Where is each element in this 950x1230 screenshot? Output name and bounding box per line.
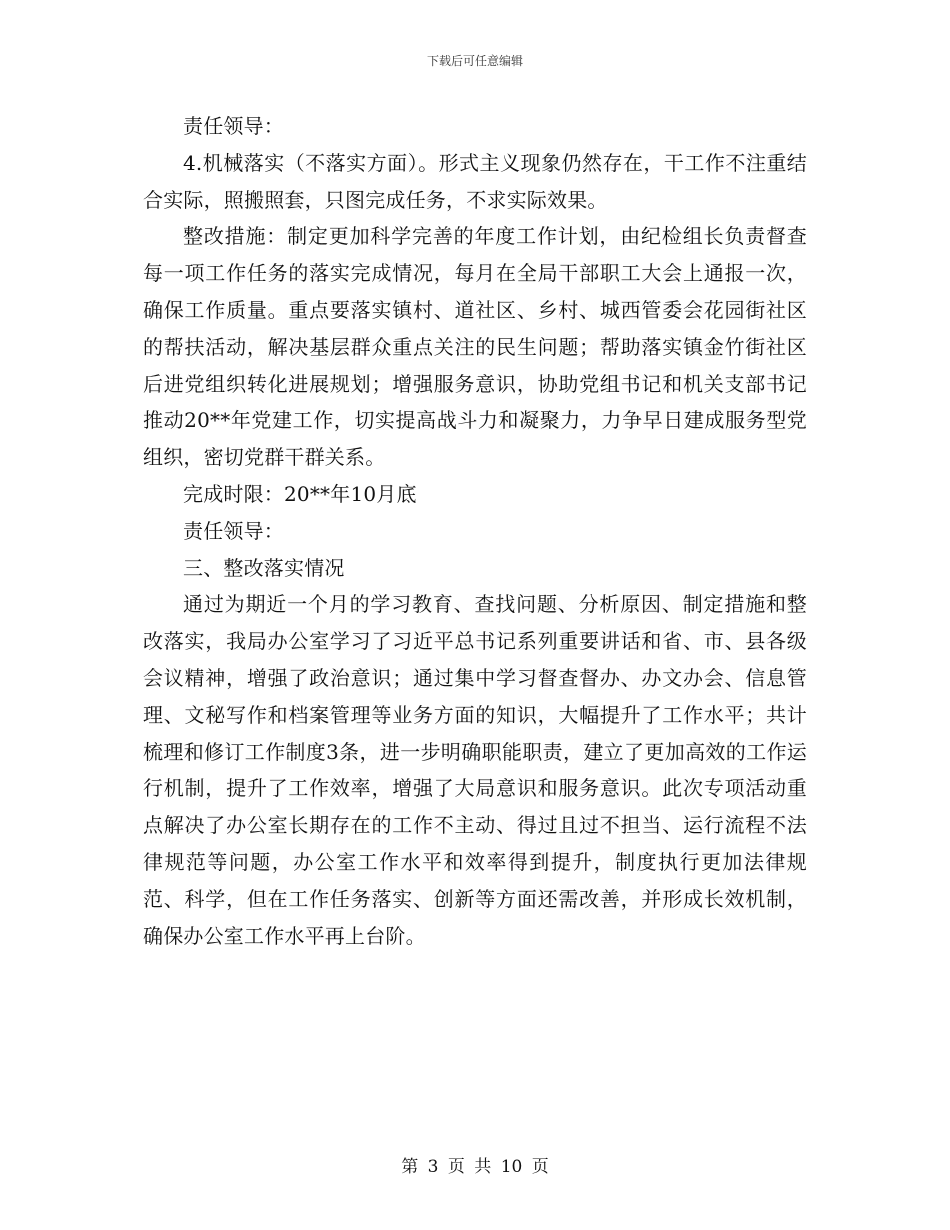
page-number: 第 3 页 共 10 页	[401, 1157, 549, 1177]
header-note: 下载后可任意编辑	[426, 54, 523, 68]
paragraph-responsible-leader: 责任领导：	[183, 114, 284, 138]
paragraph-responsible-leader-2: 责任领导：	[183, 518, 284, 543]
paragraph-deadline: 完成时限：20**年10月底	[183, 481, 417, 506]
section-heading-rectification-status: 三、整改落实情况	[183, 555, 345, 580]
paragraph-rectification-measures: 整改措施：制定更加科学完善的年度工作计划，由纪检组长负责督查每一项工作任务的落实完成情况，每月在全局干部职工大会上通报一次，确保工作质量。重点要落实镇村、道社区、乡村、城西管委会花园街社区的帮扶活动，解决基层群众重点关注的民生问题；帮助落实镇金竹街社区后进党组织转化进展规划；增强服务意识，协助党组书记和机关支部书记推动20**年党建工作，切实提高战斗力和凝聚力，力争早日建成服务型党组织，密切党群干群关系。	[143, 224, 807, 470]
paragraph-rectification-summary: 通过为期近一个月的学习教育、查找问题、分析原因、制定措施和整改落实，我局办公室学习了习近平总书记系列重要讲话和省、市、县各级会议精神，增强了政治意识；通过集中学习督查督办、办文办会、信息管理、文秘写作和档案管理等业务方面的知识，大幅提升了工作水平；共计梳理和修订工作制度3条，进一步明确职能职责，建立了更加高效的工作运行机制，提升了工作效率，增强了大局意识和服务意识。此次专项活动重点解决了办公室长期存在的工作不主动、得过且过不担当、运行流程不法律规范等问题，办公室工作水平和效率得到提升，制度执行更加法律规范、科学，但在工作任务落实、创新等方面还需改善，并形成长效机制，确保办公室工作水平再上台阶。	[143, 592, 807, 948]
document-body	[143, 108, 807, 954]
paragraph-mechanical-implementation: 4.机械落实（不落实方面）。形式主义现象仍然存在，干工作不注重结合实际，照搬照套，只图完成任务，不求实际效果。	[143, 150, 807, 212]
